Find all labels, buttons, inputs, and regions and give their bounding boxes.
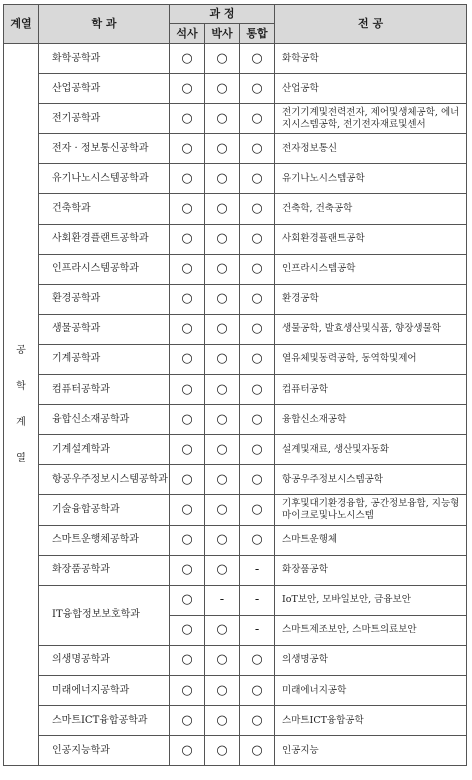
table-row [4, 134, 467, 164]
major-list: 환경공학 [275, 284, 467, 314]
integrated-mark: ○ [240, 736, 275, 766]
masters-mark: ○ [170, 44, 205, 74]
header-masters: 석사 [170, 24, 205, 44]
category-char: 열 [16, 452, 26, 464]
integrated-mark: ○ [240, 375, 275, 405]
doctoral-mark: ○ [205, 525, 240, 555]
doctoral-mark: ○ [205, 284, 240, 314]
doctoral-mark: ○ [205, 645, 240, 675]
doctoral-mark: ○ [205, 615, 240, 645]
major-list: 스마트ICT융합공학 [275, 706, 467, 736]
table-row [4, 164, 467, 194]
department-name: 환경공학과 [39, 284, 170, 314]
masters-mark: ○ [170, 134, 205, 164]
major-list: 전기기계및전력전자, 제어및생체공학, 에너지시스템공학, 전기전자재료및센서 [275, 104, 467, 134]
major-list: 열유체및동력공학, 동역학및제어 [275, 344, 467, 374]
category-char: 계 [16, 416, 26, 428]
major-list: 설계및재료, 생산및자동화 [275, 435, 467, 465]
table-row [4, 344, 467, 374]
doctoral-mark: ○ [205, 44, 240, 74]
integrated-mark: ○ [240, 284, 275, 314]
masters-mark: ○ [170, 675, 205, 705]
major-list: 건축학, 건축공학 [275, 194, 467, 224]
integrated-mark: ○ [240, 224, 275, 254]
integrated-mark: ○ [240, 495, 275, 525]
table-row [4, 706, 467, 736]
header-department: 학 과 [39, 5, 170, 44]
table-row [4, 314, 467, 344]
department-name: 의생명공학과 [39, 645, 170, 675]
doctoral-mark: ○ [205, 375, 240, 405]
integrated-mark: ○ [240, 44, 275, 74]
integrated-mark: ○ [240, 706, 275, 736]
department-name: 기계설계학과 [39, 435, 170, 465]
major-list: 인공지능 [275, 736, 467, 766]
masters-mark: ○ [170, 194, 205, 224]
integrated-mark: ○ [240, 254, 275, 284]
department-name: 항공우주정보시스템공학과 [39, 465, 170, 495]
header-integrated: 통합 [240, 24, 275, 44]
table-row [4, 375, 467, 405]
table-row [4, 465, 467, 495]
integrated-mark: ○ [240, 405, 275, 435]
integrated-mark: ○ [240, 675, 275, 705]
integrated-mark: ○ [240, 344, 275, 374]
masters-mark: ○ [170, 706, 205, 736]
major-list: 화장품공학 [275, 555, 467, 585]
integrated-mark: ○ [240, 104, 275, 134]
doctoral-mark: ○ [205, 495, 240, 525]
department-name: 사회환경플랜트공학과 [39, 224, 170, 254]
integrated-mark: - [240, 585, 275, 615]
table-row [4, 675, 467, 705]
department-name: 미래에너지공학과 [39, 675, 170, 705]
major-list: 스마트운행체 [275, 525, 467, 555]
masters-mark: ○ [170, 555, 205, 585]
integrated-mark: ○ [240, 134, 275, 164]
major-list: 기후및대기환경융합, 공간정보융합, 지능형마이크로및나노시스템 [275, 495, 467, 525]
doctoral-mark: ○ [205, 314, 240, 344]
table-row [4, 645, 467, 675]
masters-mark: ○ [170, 495, 205, 525]
category-char: 학 [16, 380, 26, 392]
major-list: 유기나노시스템공학 [275, 164, 467, 194]
masters-mark: ○ [170, 314, 205, 344]
department-name: 건축학과 [39, 194, 170, 224]
doctoral-mark: ○ [205, 254, 240, 284]
masters-mark: ○ [170, 405, 205, 435]
doctoral-mark: ○ [205, 675, 240, 705]
department-name: 컴퓨터공학과 [39, 375, 170, 405]
masters-mark: ○ [170, 224, 205, 254]
table-row [4, 495, 467, 525]
department-name: IT융합정보보호학과 [39, 585, 170, 645]
masters-mark: ○ [170, 435, 205, 465]
masters-mark: ○ [170, 74, 205, 104]
table-row [4, 585, 467, 615]
category-cell [4, 44, 39, 766]
integrated-mark: - [240, 615, 275, 645]
masters-mark: ○ [170, 104, 205, 134]
major-list: 미래에너지공학 [275, 675, 467, 705]
major-list: 인프라시스템공학 [275, 254, 467, 284]
major-list: 전자정보통신 [275, 134, 467, 164]
program-table [3, 4, 467, 766]
masters-mark: ○ [170, 525, 205, 555]
department-name: 산업공학과 [39, 74, 170, 104]
doctoral-mark: ○ [205, 164, 240, 194]
integrated-mark: ○ [240, 435, 275, 465]
table-row [4, 74, 467, 104]
doctoral-mark: ○ [205, 435, 240, 465]
major-list: 스마트제조보안, 스마트의료보안 [275, 615, 467, 645]
doctoral-mark: - [205, 585, 240, 615]
doctoral-mark: ○ [205, 134, 240, 164]
department-name: 인공지능학과 [39, 736, 170, 766]
table-row [4, 284, 467, 314]
doctoral-mark: ○ [205, 736, 240, 766]
masters-mark: ○ [170, 254, 205, 284]
masters-mark: ○ [170, 344, 205, 374]
masters-mark: ○ [170, 164, 205, 194]
department-name: 화학공학과 [39, 44, 170, 74]
integrated-mark: - [240, 555, 275, 585]
masters-mark: ○ [170, 736, 205, 766]
masters-mark: ○ [170, 284, 205, 314]
masters-mark: ○ [170, 585, 205, 615]
doctoral-mark: ○ [205, 104, 240, 134]
major-list: 항공우주정보시스템공학 [275, 465, 467, 495]
table-row [4, 104, 467, 134]
integrated-mark: ○ [240, 525, 275, 555]
header-category: 계열 [4, 5, 39, 44]
department-name: 유기나노시스템공학과 [39, 164, 170, 194]
doctoral-mark: ○ [205, 344, 240, 374]
major-list: 컴퓨터공학 [275, 375, 467, 405]
department-name: 화장품공학과 [39, 555, 170, 585]
doctoral-mark: ○ [205, 74, 240, 104]
masters-mark: ○ [170, 615, 205, 645]
integrated-mark: ○ [240, 645, 275, 675]
table-row [4, 254, 467, 284]
header-program: 과 정 [170, 5, 275, 24]
doctoral-mark: ○ [205, 555, 240, 585]
department-name: 스마트운행체공학과 [39, 525, 170, 555]
department-name: 스마트ICT융합공학과 [39, 706, 170, 736]
major-list: 융합신소재공학 [275, 405, 467, 435]
integrated-mark: ○ [240, 465, 275, 495]
doctoral-mark: ○ [205, 706, 240, 736]
masters-mark: ○ [170, 465, 205, 495]
doctoral-mark: ○ [205, 465, 240, 495]
major-list: IoT보안, 모바일보안, 금융보안 [275, 585, 467, 615]
department-name: 전기공학과 [39, 104, 170, 134]
table-row [4, 435, 467, 465]
masters-mark: ○ [170, 375, 205, 405]
header-major: 전 공 [275, 5, 467, 44]
department-name: 기계공학과 [39, 344, 170, 374]
table-row [4, 44, 467, 74]
table-row [4, 736, 467, 766]
doctoral-mark: ○ [205, 405, 240, 435]
department-name: 기술융합공학과 [39, 495, 170, 525]
table-row [4, 405, 467, 435]
major-list: 화학공학 [275, 44, 467, 74]
major-list: 산업공학 [275, 74, 467, 104]
integrated-mark: ○ [240, 164, 275, 194]
department-name: 인프라시스템공학과 [39, 254, 170, 284]
integrated-mark: ○ [240, 314, 275, 344]
table-row [4, 194, 467, 224]
major-list: 생물공학, 발효생산및식품, 향장생물학 [275, 314, 467, 344]
department-name: 전자 · 정보통신공학과 [39, 134, 170, 164]
major-list: 사회환경플랜트공학 [275, 224, 467, 254]
doctoral-mark: ○ [205, 194, 240, 224]
integrated-mark: ○ [240, 194, 275, 224]
department-name: 생물공학과 [39, 314, 170, 344]
department-name: 융합신소재공학과 [39, 405, 170, 435]
integrated-mark: ○ [240, 74, 275, 104]
table-row [4, 525, 467, 555]
masters-mark: ○ [170, 645, 205, 675]
header-doctoral: 박사 [205, 24, 240, 44]
table-row [4, 555, 467, 585]
table-body [4, 44, 467, 766]
doctoral-mark: ○ [205, 224, 240, 254]
category-char: 공 [16, 344, 26, 356]
table-row [4, 224, 467, 254]
major-list: 의생명공학 [275, 645, 467, 675]
